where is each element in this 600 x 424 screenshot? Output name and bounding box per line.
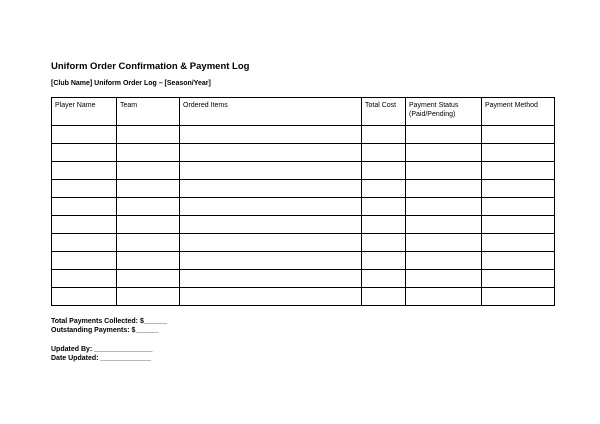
table-cell[interactable] — [362, 198, 406, 216]
table-cell[interactable] — [482, 198, 555, 216]
table-cell[interactable] — [362, 180, 406, 198]
table-cell[interactable] — [362, 144, 406, 162]
table-cell[interactable] — [52, 180, 117, 198]
table-cell[interactable] — [52, 126, 117, 144]
column-header-payment-status: Payment Status (Paid/Pending) — [406, 98, 482, 126]
table-row — [52, 252, 555, 270]
table-cell[interactable] — [406, 288, 482, 306]
table-row — [52, 126, 555, 144]
table-cell[interactable] — [180, 144, 362, 162]
table-cell[interactable] — [406, 270, 482, 288]
table-cell[interactable] — [180, 252, 362, 270]
table-cell[interactable] — [117, 180, 180, 198]
table-cell[interactable] — [482, 252, 555, 270]
table-cell[interactable] — [117, 270, 180, 288]
column-header-total-cost: Total Cost — [362, 98, 406, 126]
order-log-table — [51, 97, 555, 306]
table-cell[interactable] — [52, 288, 117, 306]
table-row — [52, 162, 555, 180]
table-cell[interactable] — [362, 252, 406, 270]
table-row — [52, 144, 555, 162]
page-subtitle: [Club Name] Uniform Order Log – [Season/Year] — [51, 80, 211, 87]
table-cell[interactable] — [52, 252, 117, 270]
table-cell[interactable] — [362, 270, 406, 288]
table-cell[interactable] — [406, 198, 482, 216]
table-cell[interactable] — [482, 126, 555, 144]
table-cell[interactable] — [482, 270, 555, 288]
table-cell[interactable] — [117, 234, 180, 252]
column-header-ordered-items: Ordered Items — [180, 98, 362, 126]
table-cell[interactable] — [117, 144, 180, 162]
table-body — [52, 126, 555, 306]
table-cell[interactable] — [180, 180, 362, 198]
table-cell[interactable] — [180, 198, 362, 216]
table-cell[interactable] — [180, 288, 362, 306]
table-cell[interactable] — [52, 162, 117, 180]
table-cell[interactable] — [52, 234, 117, 252]
table-cell[interactable] — [52, 198, 117, 216]
table-row — [52, 288, 555, 306]
table-cell[interactable] — [406, 144, 482, 162]
table-cell[interactable] — [482, 234, 555, 252]
table-row — [52, 198, 555, 216]
table-cell[interactable] — [117, 216, 180, 234]
table-cell[interactable] — [117, 252, 180, 270]
table-cell[interactable] — [180, 234, 362, 252]
table-cell[interactable] — [117, 198, 180, 216]
table-cell[interactable] — [180, 216, 362, 234]
page-title: Uniform Order Confirmation & Payment Log — [51, 61, 250, 72]
table-row — [52, 216, 555, 234]
total-payments-line: Total Payments Collected: $______ — [51, 318, 168, 325]
table-cell[interactable] — [362, 162, 406, 180]
table-row — [52, 270, 555, 288]
column-header-player-name: Player Name — [52, 98, 117, 126]
table-cell[interactable] — [117, 126, 180, 144]
table-cell[interactable] — [117, 288, 180, 306]
table-cell[interactable] — [482, 288, 555, 306]
table-cell[interactable] — [362, 234, 406, 252]
column-header-payment-method: Payment Method — [482, 98, 555, 126]
table-cell[interactable] — [180, 126, 362, 144]
table-cell[interactable] — [406, 234, 482, 252]
table-cell[interactable] — [482, 216, 555, 234]
table-cell[interactable] — [117, 162, 180, 180]
table-cell[interactable] — [406, 162, 482, 180]
table-cell[interactable] — [52, 270, 117, 288]
table-cell[interactable] — [406, 180, 482, 198]
table-cell[interactable] — [406, 216, 482, 234]
updated-by-line: Updated By: _______________ — [51, 346, 153, 353]
outstanding-payments-line: Outstanding Payments: $______ — [51, 327, 159, 334]
table-cell[interactable] — [406, 252, 482, 270]
table-cell[interactable] — [362, 126, 406, 144]
table-row — [52, 180, 555, 198]
table-cell[interactable] — [406, 126, 482, 144]
table-cell[interactable] — [482, 180, 555, 198]
column-header-team: Team — [117, 98, 180, 126]
table-row — [52, 234, 555, 252]
table-cell[interactable] — [52, 144, 117, 162]
table-cell[interactable] — [52, 216, 117, 234]
table-cell[interactable] — [482, 162, 555, 180]
table-cell[interactable] — [482, 144, 555, 162]
date-updated-line: Date Updated: _____________ — [51, 355, 152, 362]
table-cell[interactable] — [180, 270, 362, 288]
table-cell[interactable] — [180, 162, 362, 180]
table-cell[interactable] — [362, 216, 406, 234]
table-header-row — [52, 98, 555, 126]
table-cell[interactable] — [362, 288, 406, 306]
